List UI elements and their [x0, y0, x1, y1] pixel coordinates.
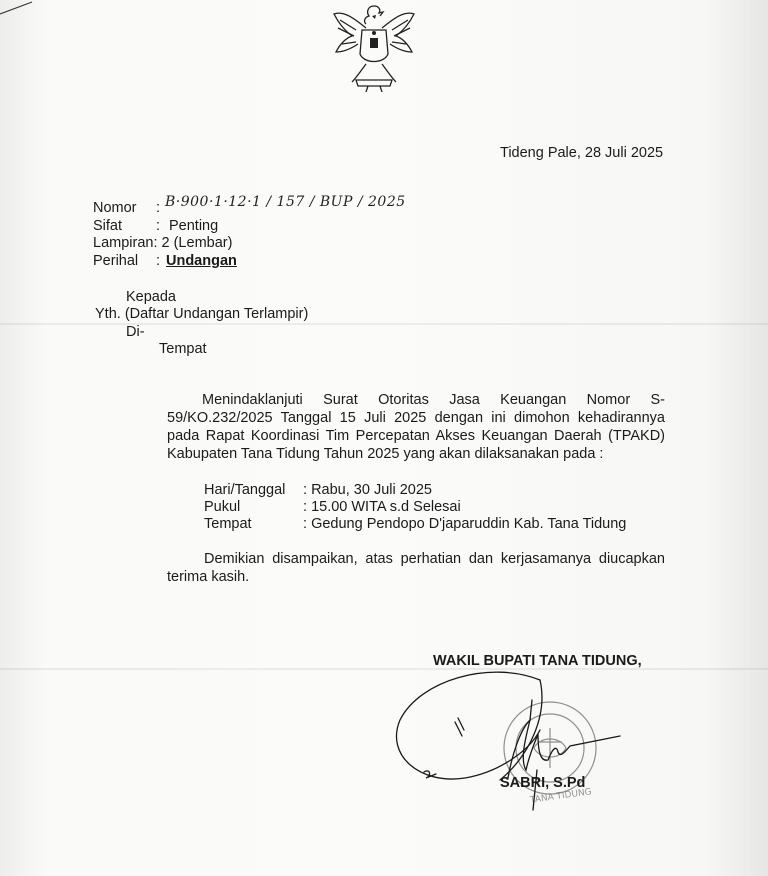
- schedule-value: Rabu, 30 Juli 2025: [311, 482, 432, 498]
- schedule-value: 15.00 WITA s.d Selesai: [311, 499, 461, 515]
- field-value: Penting: [169, 218, 219, 234]
- body-paragraph: Menindaklanjuti Surat Otoritas Jasa Keuangan Nomor S-59/KO.232/2025 Tanggal 15 Juli 2025 dengan ini dimohon kehadirannya pada Rapat Koordinasi Tim Percepatan Akses Keuangan Daerah (TPAKD) Kabupaten Tana Tidung Tahun 2025 yang akan dilaksanakan pada :: [167, 392, 665, 462]
- addressee-kepada: Kepada: [126, 289, 176, 305]
- field-label: Nomor: [93, 200, 137, 216]
- field-sifat: Sifat : Penting: [93, 218, 219, 234]
- svg-text:TANA TIDUNG: TANA TIDUNG: [529, 787, 593, 806]
- closing-paragraph: Demikian disampaikan, atas perhatian dan kerjasamanya diucapkan terima kasih.: [167, 551, 665, 585]
- field-perihal: Perihal : Undangan: [93, 253, 237, 269]
- field-lampiran: Lampiran: 2 (Lembar): [93, 235, 233, 251]
- field-value: 2 (Lembar): [161, 235, 233, 251]
- schedule-label: Hari/Tanggal: [204, 482, 286, 498]
- schedule-row: Pukul : 15.00 WITA s.d Selesai: [204, 499, 461, 515]
- schedule-label: Pukul: [204, 499, 241, 515]
- field-nomor: Nomor : B·900·1·12·1 / 157 / BUP / 2025: [93, 194, 406, 216]
- schedule-label: Tempat: [204, 516, 252, 532]
- paper-fold: [0, 323, 768, 325]
- schedule-row: Tempat : Gedung Pendopo D'japaruddin Kab. Tana Tidung: [204, 516, 627, 532]
- field-value: Undangan: [166, 253, 237, 269]
- field-label: Perihal: [93, 253, 139, 269]
- signatory-name: SABRI, S.Pd: [500, 775, 586, 791]
- garuda-emblem-icon: [326, 0, 422, 92]
- schedule-value: Gedung Pendopo D'japaruddin Kab. Tana Tidung: [311, 516, 627, 532]
- field-label: Sifat: [93, 218, 123, 234]
- field-label: Lampiran: [93, 235, 154, 251]
- schedule-row: Hari/Tanggal : Rabu, 30 Juli 2025: [204, 482, 432, 498]
- pen-mark: [0, 0, 40, 20]
- handwritten-signature-icon: [380, 660, 630, 830]
- handwritten-number: B·900·1·12·1 / 157 / BUP / 2025: [165, 194, 406, 210]
- place-date: Tideng Pale, 28 Juli 2025: [500, 145, 664, 161]
- addressee-yth: Yth. (Daftar Undangan Terlampir): [95, 306, 309, 322]
- addressee-di: Di-: [126, 324, 145, 340]
- addressee-tempat: Tempat: [159, 341, 207, 357]
- signatory-title: WAKIL BUPATI TANA TIDUNG,: [433, 653, 642, 669]
